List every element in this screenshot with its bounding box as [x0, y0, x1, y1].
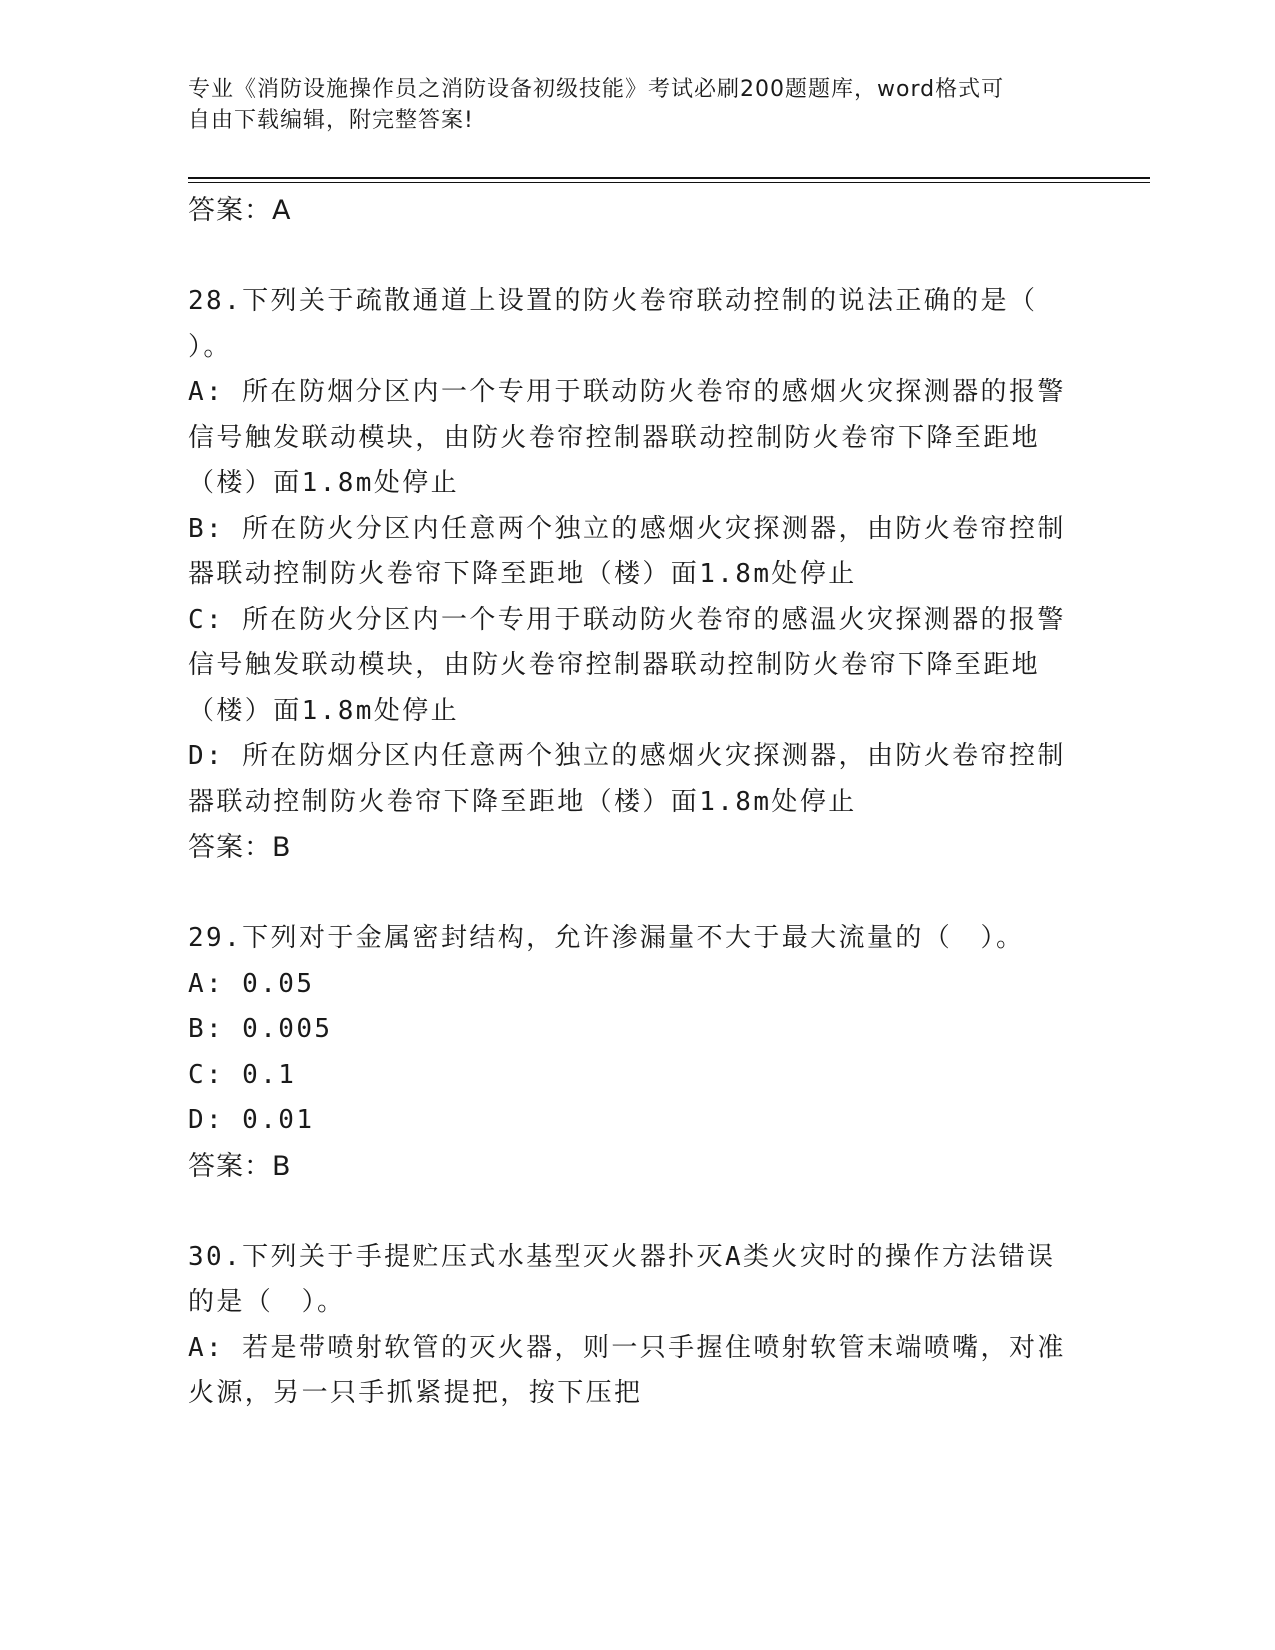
- question-stem: ）。: [188, 331, 232, 362]
- option-a: A: 若是带喷射软管的灭火器，则一只手握住喷射软管末端喷嘴，对准: [188, 1332, 1066, 1363]
- option-a: A: 0.05: [188, 968, 315, 999]
- question-stem: 30.下列关于手提贮压式水基型灭火器扑灭A类火灾时的操作方法错误: [188, 1241, 1056, 1272]
- option-a: 信号触发联动模块，由防火卷帘控制器联动控制防火卷帘下降至距地: [188, 422, 1041, 453]
- option-c: C: 0.1: [188, 1059, 297, 1090]
- option-a: A: 所在防烟分区内一个专用于联动防火卷帘的感烟火灾探测器的报警: [188, 377, 1066, 407]
- option-d: D: 0.01: [188, 1105, 315, 1135]
- option-d: 器联动控制防火卷帘下降至距地（楼）面1.8m处停止: [188, 786, 857, 817]
- header-line-1: 专业《消防设施操作员之消防设备初级技能》考试必刷200题题库，word格式可: [188, 77, 1005, 102]
- question-28: [188, 279, 1068, 871]
- answer-line: 答案：B: [188, 832, 292, 863]
- option-b: 器联动控制防火卷帘下降至距地（楼）面1.8m处停止: [188, 559, 857, 589]
- header-divider-thin: [188, 182, 1150, 183]
- option-b: B: 0.005: [188, 1014, 333, 1044]
- header-divider-thick: [188, 177, 1150, 179]
- question-stem: 28.下列关于疏散通道上设置的防火卷帘联动控制的说法正确的是（: [188, 286, 1038, 316]
- option-a: 火源，另一只手抓紧提把，按下压把: [188, 1378, 643, 1408]
- header-line-2: 自由下载编辑，附完整答案!: [188, 108, 474, 133]
- option-c: C: 所在防火分区内一个专用于联动防火卷帘的感温火灾探测器的报警: [188, 604, 1066, 635]
- option-c: （楼）面1.8m处停止: [188, 695, 460, 726]
- option-a: （楼）面1.8m处停止: [188, 468, 460, 498]
- question-stem: 的是（ ）。: [188, 1287, 346, 1317]
- option-b: B: 所在防火分区内任意两个独立的感烟火灾探测器，由防火卷帘控制: [188, 513, 1066, 544]
- option-d: D: 所在防烟分区内任意两个独立的感烟火灾探测器，由防火卷帘控制: [188, 741, 1066, 771]
- spacer: [188, 1189, 1068, 1235]
- question-30: [188, 1235, 1068, 1417]
- question-29: [188, 916, 1068, 1189]
- spacer: [188, 234, 1068, 280]
- document-body: [188, 188, 1068, 1417]
- document-header: [188, 74, 1088, 136]
- answer-line: 答案：A: [188, 195, 292, 226]
- spacer: [188, 871, 1068, 917]
- option-c: 信号触发联动模块，由防火卷帘控制器联动控制防火卷帘下降至距地: [188, 650, 1041, 680]
- answer-line: 答案：B: [188, 1150, 292, 1182]
- question-stem: 29.下列对于金属密封结构，允许渗漏量不大于最大流量的（ ）。: [188, 923, 1025, 953]
